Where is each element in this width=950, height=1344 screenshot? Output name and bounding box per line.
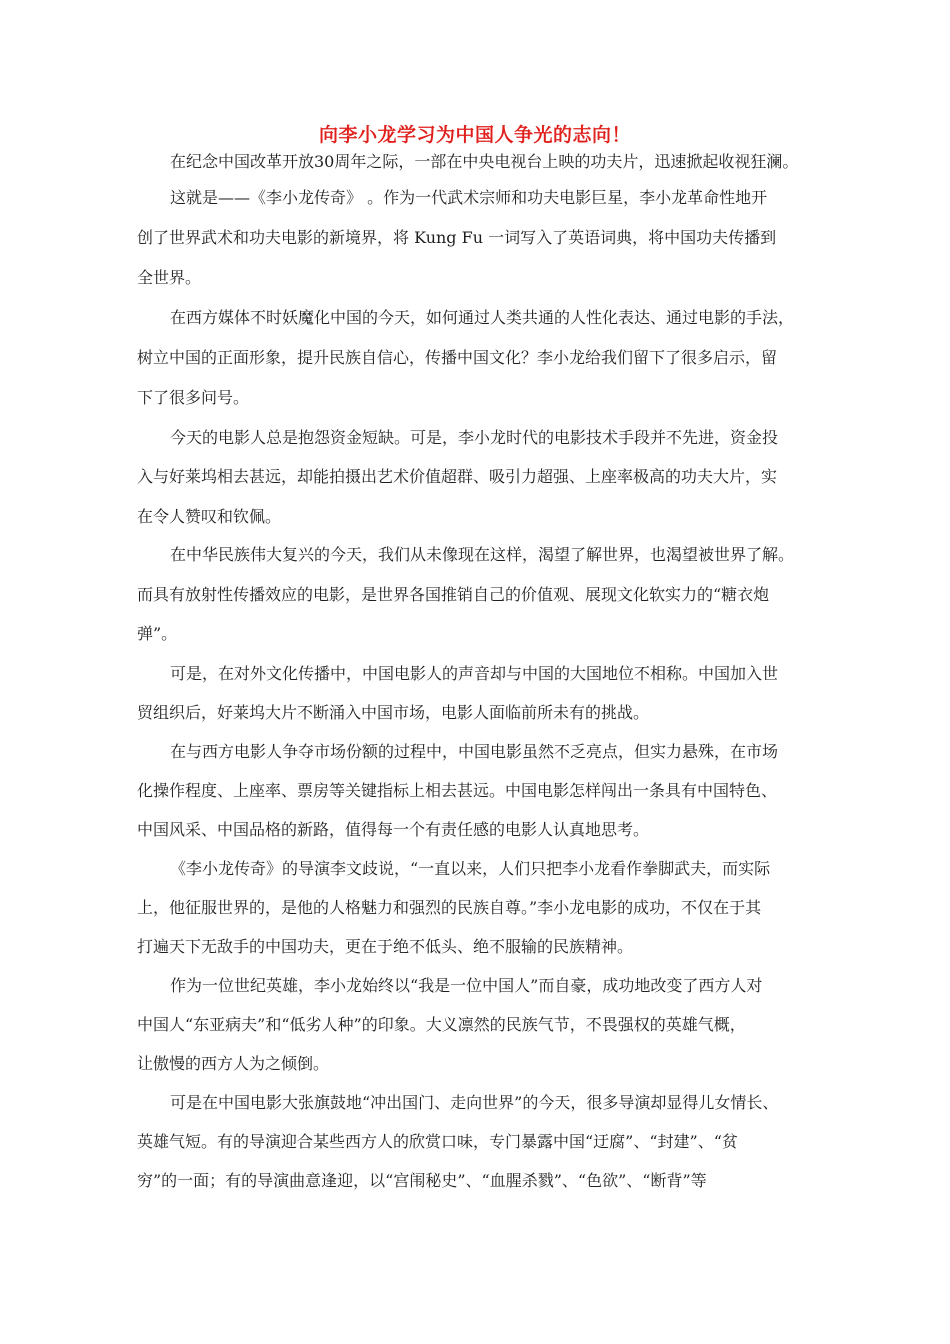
paragraph-line: 贸组织后，好莱坞大片不断涌入中国市场，电影人面临前所未有的挑战。 — [137, 703, 650, 722]
paragraph-line: 作为一位世纪英雄，李小龙始终以“我是一位中国人”而自豪，成功地改变了西方人对 — [170, 976, 763, 995]
paragraph-line: 创了世界武术和功夫电影的新境界，将 Kung Fu 一词写入了英语词典，将中国功夫传播到 — [137, 228, 777, 247]
paragraph-line: 打遍天下无敌手的中国功夫，更在于绝不低头、绝不服输的民族精神。 — [137, 937, 634, 956]
paragraph-line: 而具有放射性传播效应的电影，是世界各国推销自己的价值观、展现文化软实力的“糖衣炮 — [137, 585, 770, 604]
paragraph-line: 下了很多问号。 — [137, 388, 250, 407]
document-title: 向李小龙学习为中国人争光的志向！ — [318, 124, 631, 146]
paragraph-line: 在与西方电影人争夺市场份额的过程中，中国电影虽然不乏亮点，但实力悬殊，在市场 — [170, 742, 779, 761]
paragraph-line: 在西方媒体不时妖魔化中国的今天，如何通过人类共通的人性化表达、通过电影的手法， — [170, 308, 795, 327]
paragraph-line: 穷”的一面；有的导演曲意逢迎，以“宫闱秘史”、“血腥杀戮”、“色欲”、“断背”等 — [137, 1171, 707, 1190]
paragraph-line: 今天的电影人总是抱怨资金短缺。可是，李小龙时代的电影技术手段并不先进，资金投 — [170, 428, 779, 447]
paragraph-line: 在令人赞叹和钦佩。 — [137, 507, 282, 526]
paragraph-line: 在纪念中国改革开放30周年之际，一部在中央电视台上映的功夫片，迅速掀起收视狂澜。 — [170, 152, 799, 171]
paragraph-line: 中国风采、中国品格的新路，值得每一个有责任感的电影人认真地思考。 — [137, 820, 650, 839]
paragraph-line: 《李小龙传奇》的导演李文歧说，“一直以来，人们只把李小龙看作拳脚武夫，而实际 — [170, 859, 771, 878]
paragraph-line: 上，他征服世界的，是他的人格魅力和强烈的民族自尊。”李小龙电影的成功，不仅在于其 — [137, 898, 762, 917]
paragraph-line: 化操作程度、上座率、票房等关键指标上相去甚远。中国电影怎样闯出一条具有中国特色、 — [137, 781, 778, 800]
paragraph-line: 在中华民族伟大复兴的今天，我们从未像现在这样，渴望了解世界，也渴望被世界了解。 — [170, 545, 795, 564]
paragraph-line: 可是，在对外文化传播中，中国电影人的声音却与中国的大国地位不相称。中国加入世 — [170, 664, 779, 683]
paragraph-line: 入与好莱坞相去甚远，却能拍摄出艺术价值超群、吸引力超强、上座率极高的功夫大片，实 — [137, 467, 778, 486]
paragraph-line: 可是在中国电影大张旗鼓地“冲出国门、走向世界”的今天，很多导演却显得儿女情长、 — [170, 1093, 779, 1112]
paragraph-line: 中国人“东亚病夫”和“低劣人种”的印象。大义凛然的民族气节，不畏强权的英雄气概， — [137, 1015, 746, 1034]
paragraph-line: 弹”。 — [137, 624, 178, 643]
paragraph-line: 树立中国的正面形象，提升民族自信心，传播中国文化？李小龙给我们留下了很多启示，留 — [137, 348, 778, 367]
paragraph-line: 让傲慢的西方人为之倾倒。 — [137, 1054, 330, 1073]
paragraph-line: 这就是——《李小龙传奇》 。作为一代武术宗师和功夫电影巨星，李小龙革命性地开 — [170, 188, 768, 207]
paragraph-line: 全世界。 — [137, 268, 202, 287]
paragraph-line: 英雄气短。有的导演迎合某些西方人的欣赏口味，专门暴露中国“迂腐”、“封建”、“贫 — [137, 1132, 738, 1151]
